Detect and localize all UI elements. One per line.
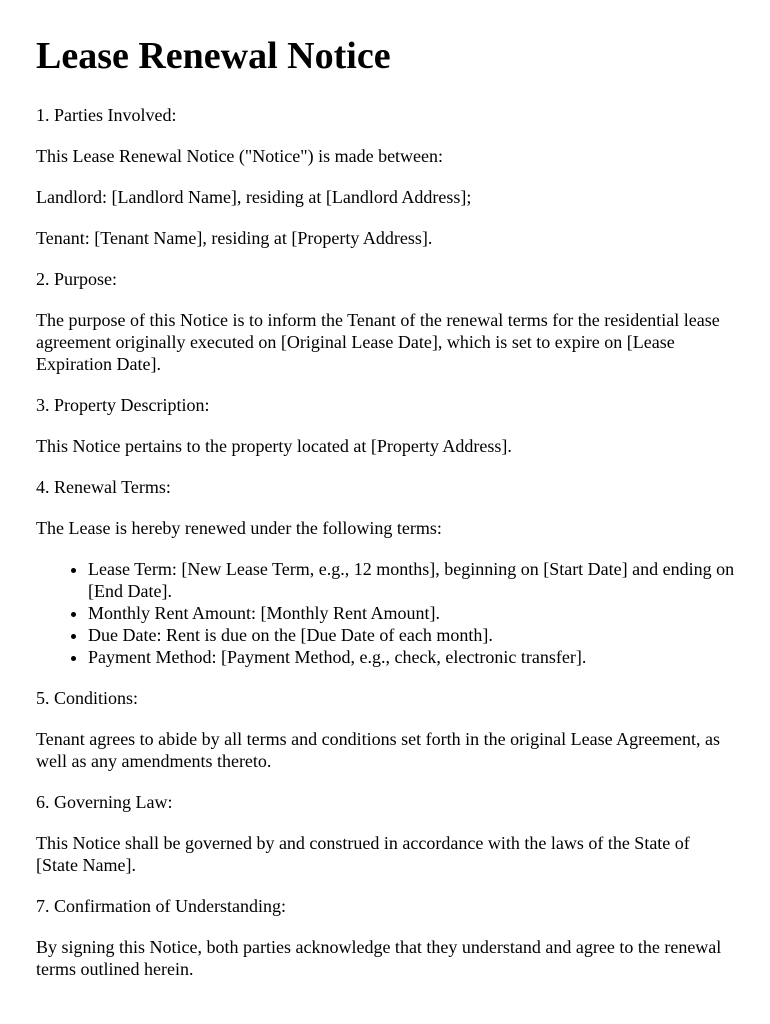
purpose-text: The purpose of this Notice is to inform the Tenant of the renewal terms for the residential lease agreement originally executed on [Original Lease Date], which is set to expire on [Lease Expiration Date]. bbox=[36, 310, 720, 374]
document-page bbox=[36, 34, 736, 980]
conditions-text: Tenant agrees to abide by all terms and conditions set forth in the original Lease Agreement, as well as any amendments thereto. bbox=[36, 729, 721, 771]
renewal-terms-list bbox=[36, 558, 736, 668]
list-item: • Monthly Rent Amount: [Monthly Rent Amount]. bbox=[88, 602, 736, 624]
law-heading: 6. Governing Law: bbox=[36, 792, 173, 812]
tenant-line: Tenant: [Tenant Name], residing at [Property Address]. bbox=[36, 228, 433, 248]
law-text: This Notice shall be governed by and construed in accordance with the laws of the State of [State Name]. bbox=[36, 833, 690, 875]
parties-intro: This Lease Renewal Notice ("Notice") is made between: bbox=[36, 146, 444, 166]
list-item: • Payment Method: [Payment Method, e.g., check, electronic transfer]. bbox=[88, 646, 736, 668]
parties-heading: 1. Parties Involved: bbox=[36, 105, 177, 125]
landlord-line: Landlord: [Landlord Name], residing at [Landlord Address]; bbox=[36, 187, 472, 207]
confirmation-text: By signing this Notice, both parties acknowledge that they understand and agree to the renewal terms outlined herein. bbox=[36, 937, 722, 979]
renewal-intro: The Lease is hereby renewed under the following terms: bbox=[36, 518, 442, 538]
purpose-heading: 2. Purpose: bbox=[36, 269, 117, 289]
list-item: • Due Date: Rent is due on the [Due Date of each month]. bbox=[88, 624, 736, 646]
conditions-heading: 5. Conditions: bbox=[36, 688, 139, 708]
document-title: Lease Renewal Notice bbox=[36, 35, 391, 77]
property-text: This Notice pertains to the property located at [Property Address]. bbox=[36, 436, 512, 456]
renewal-heading: 4. Renewal Terms: bbox=[36, 477, 171, 497]
property-heading: 3. Property Description: bbox=[36, 395, 210, 415]
list-item: • Lease Term: [New Lease Term, e.g., 12 months], beginning on [Start Date] and ending on [End Date]. bbox=[88, 558, 736, 602]
confirmation-heading: 7. Confirmation of Understanding: bbox=[36, 896, 286, 916]
